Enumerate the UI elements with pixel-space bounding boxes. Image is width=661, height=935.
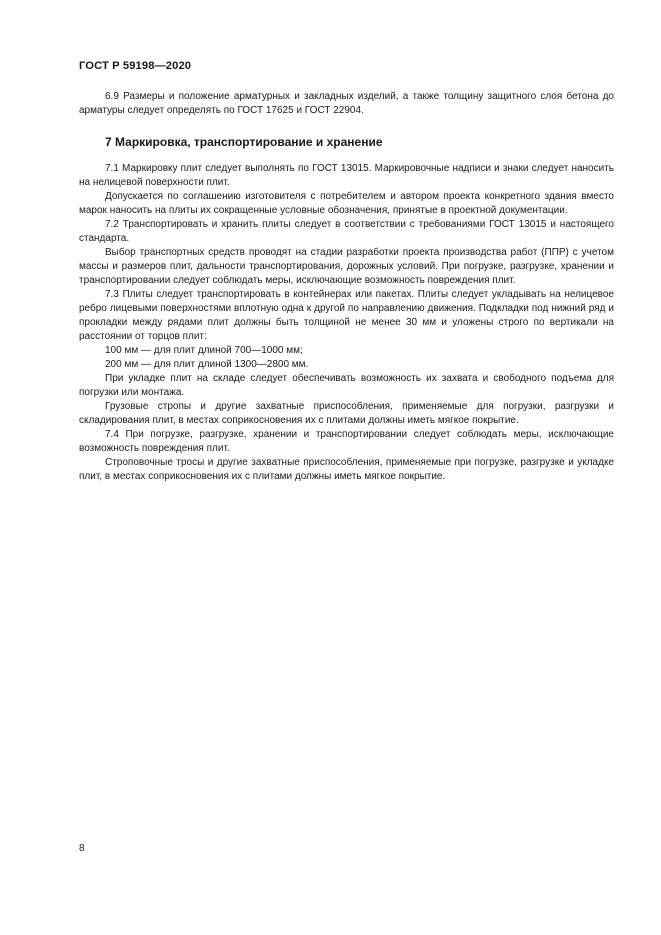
document-header: ГОСТ Р 59198—2020 [79,60,192,72]
paragraph: Грузовые стропы и другие захватные приспособления, применяемые для погрузки, разгрузки и складирования плит, в местах соприкосновения их с плитами должны иметь мягкое покрытие. [79,401,614,426]
list-item: 200 мм — для плит длиной 1300—2800 мм. [105,359,309,370]
paragraph: 7.3 Плиты следует транспортировать в контейнерах или пакетах. Плиты следует укладывать на нелицевое ребро лицевыми поверхностями вплотную одна к другой по направлению движения. Подкладки под нижний ряд и прокладки между рядами плит должны быть толщиной не менее 30 мм и уложены строго по вертикали на расстоянии от торцов плит: [79,289,614,342]
paragraph: Допускается по соглашению изготовителя с потребителем и автором проекта конкретного здания вместо марок наносить на плиты их сокращенные условные обозначения, принятые в проектной документации. [79,191,614,216]
paragraph: 7.2 Транспортировать и хранить плиты следует в соответствии с требованиями ГОСТ 13015 и настоящего стандарта. [79,219,614,244]
paragraph: При укладке плит на складе следует обеспечивать возможность их захвата и свободного подъема для погрузки или монтажа. [79,373,614,398]
section-title: 7 Маркировка, транспортирование и хранение [105,135,383,149]
paragraph: Выбор транспортных средств проводят на стадии разработки проекта производства работ (ППР) с учетом массы и размеров плит, дальности транспортирования, дорожных условий. При погрузке, разгрузке, хранении и транспортировании следует соблюдать меры, исключающие возможность повреждения плит. [79,247,614,286]
paragraph-6-9: 6.9 Размеры и положение арматурных и закладных изделий, а также толщину защитного слоя бетона до арматуры следует определять по ГОСТ 17625 и ГОСТ 22904. [79,91,614,116]
document-body [79,90,614,484]
list-item: 100 мм — для плит длиной 700—1000 мм; [105,345,303,356]
paragraph: 7.4 При погрузке, разгрузке, хранении и транспортировании следует соблюдать меры, исключающие возможность повреждения плит. [79,429,614,454]
paragraph: 7.1 Маркировку плит следует выполнять по ГОСТ 13015. Маркировочные надписи и знаки следует наносить на нелицевой поверхности плит. [79,163,614,188]
page-number: 8 [79,843,85,854]
paragraph: Строповочные тросы и другие захватные приспособления, применяемые при погрузке, разгрузке и укладке плит, в местах соприкосновения их с плитами должны иметь мягкое покрытие. [79,457,614,482]
